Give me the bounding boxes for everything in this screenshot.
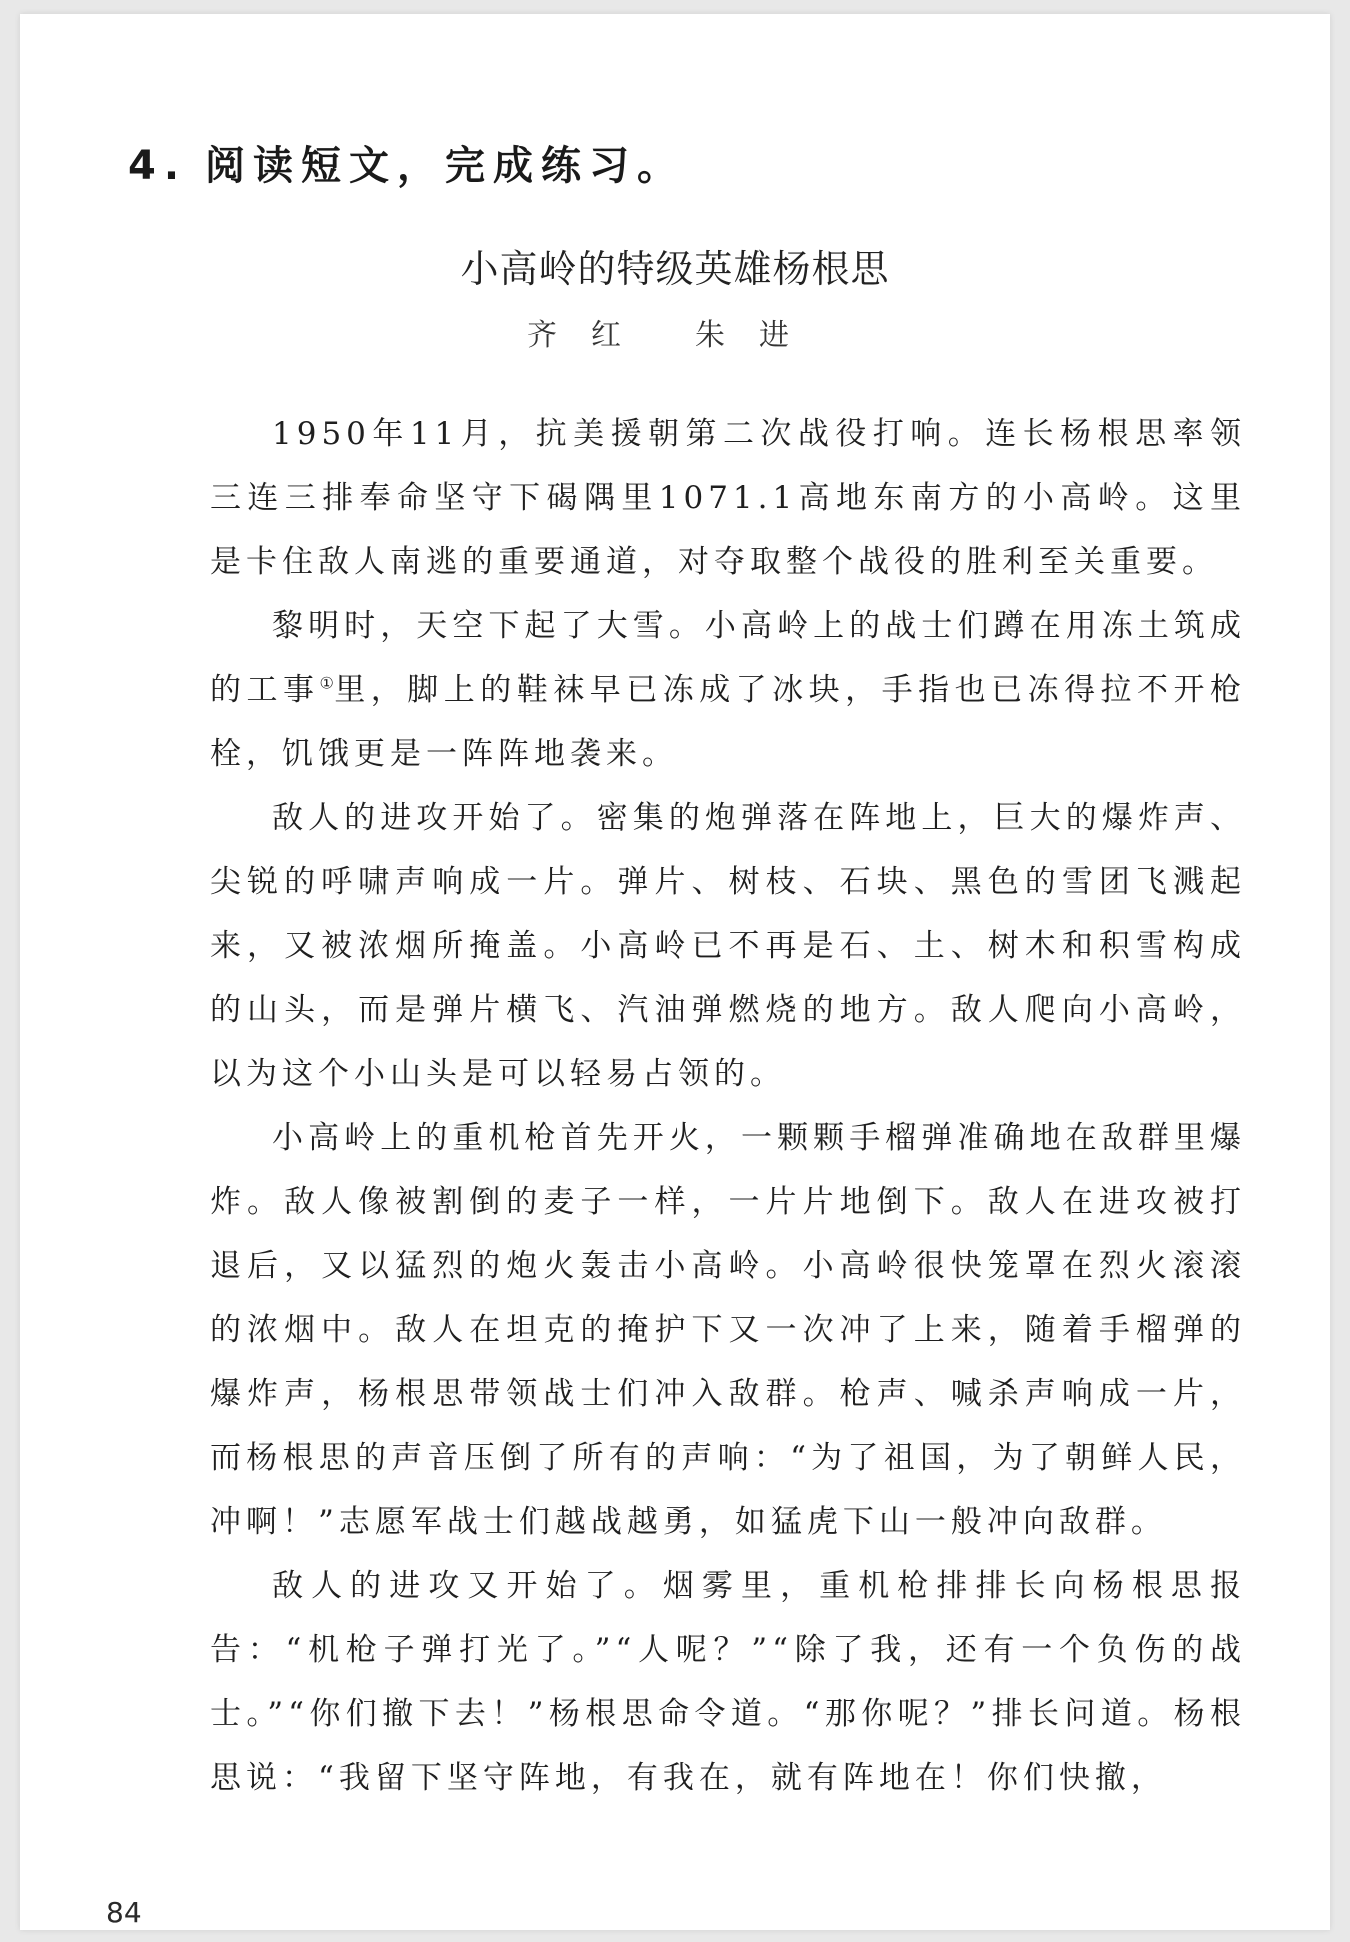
paragraph: 敌人的进攻又开始了。烟雾里，重机枪排排长向杨根思报告：“机枪子弹打光了。”“人呢？”“除了我，还有一个负伤的战士。”“你们撤下去！”杨根思命令道。“那你呢？”排长问道。杨根思说：“我留下坚守阵地，有我在，就有阵地在！你们快撤，	[210, 1568, 1246, 1796]
exercise-instruction: 阅读短文，完成练习。	[205, 143, 686, 189]
paragraph: 小高岭上的重机枪首先开火，一颗颗手榴弹准确地在敌群里爆炸。敌人像被割倒的麦子一样，一片片地倒下。敌人在进攻被打退后，又以猛烈的炮火轰击小高岭。小高岭很快笼罩在烈火滚滚的浓烟中。敌人在坦克的掩护下又一次冲了上来，随着手榴弹的爆炸声，杨根思带领战士们冲入敌群。枪声、喊杀声响成一片，而杨根思的声音压倒了所有的声响：“为了祖国，为了朝鲜人民，冲啊！”志愿军战士们越战越勇，如猛虎下山一般冲向敌群。	[210, 1120, 1246, 1540]
paragraph: 1950年11月，抗美援朝第二次战役打响。连长杨根思率领三连三排奉命坚守下碣隅里1071.1高地东南方的小高岭。这里是卡住敌人南逃的重要通道，对夺取整个战役的胜利至关重要。	[210, 416, 1246, 580]
paragraph-text: 里，脚上的鞋袜早已冻成了冰块，手指也已冻得拉不开枪栓，饥饿更是一阵阵地袭来。	[210, 672, 1247, 772]
paragraph: 敌人的进攻开始了。密集的炮弹落在阵地上，巨大的爆炸声、尖锐的呼啸声响成一片。弹片、树枝、石块、黑色的雪团飞溅起来，又被浓烟所掩盖。小高岭已不再是石、土、树木和积雪构成的山头，而是弹片横飞、汽油弹燃烧的地方。敌人爬向小高岭，以为这个小山头是可以轻易占领的。	[210, 800, 1246, 1092]
page-number: 84	[106, 1896, 142, 1929]
footnote-marker: ①	[319, 673, 335, 693]
exercise-heading	[128, 134, 685, 191]
paragraph	[210, 594, 1246, 786]
author-name: 朱进	[695, 318, 823, 353]
textbook-page	[20, 14, 1330, 1930]
exercise-number: 4.	[128, 143, 188, 189]
author-name: 齐红	[527, 318, 655, 353]
article-authors	[20, 310, 1330, 354]
article-body	[210, 402, 1246, 1810]
article-title: 小高岭的特级英雄杨根思	[460, 247, 890, 291]
paragraph-text: 黎明时，天空下起了大雪。小高岭上的战士们蹲在用冻土筑成的工事	[210, 608, 1246, 708]
